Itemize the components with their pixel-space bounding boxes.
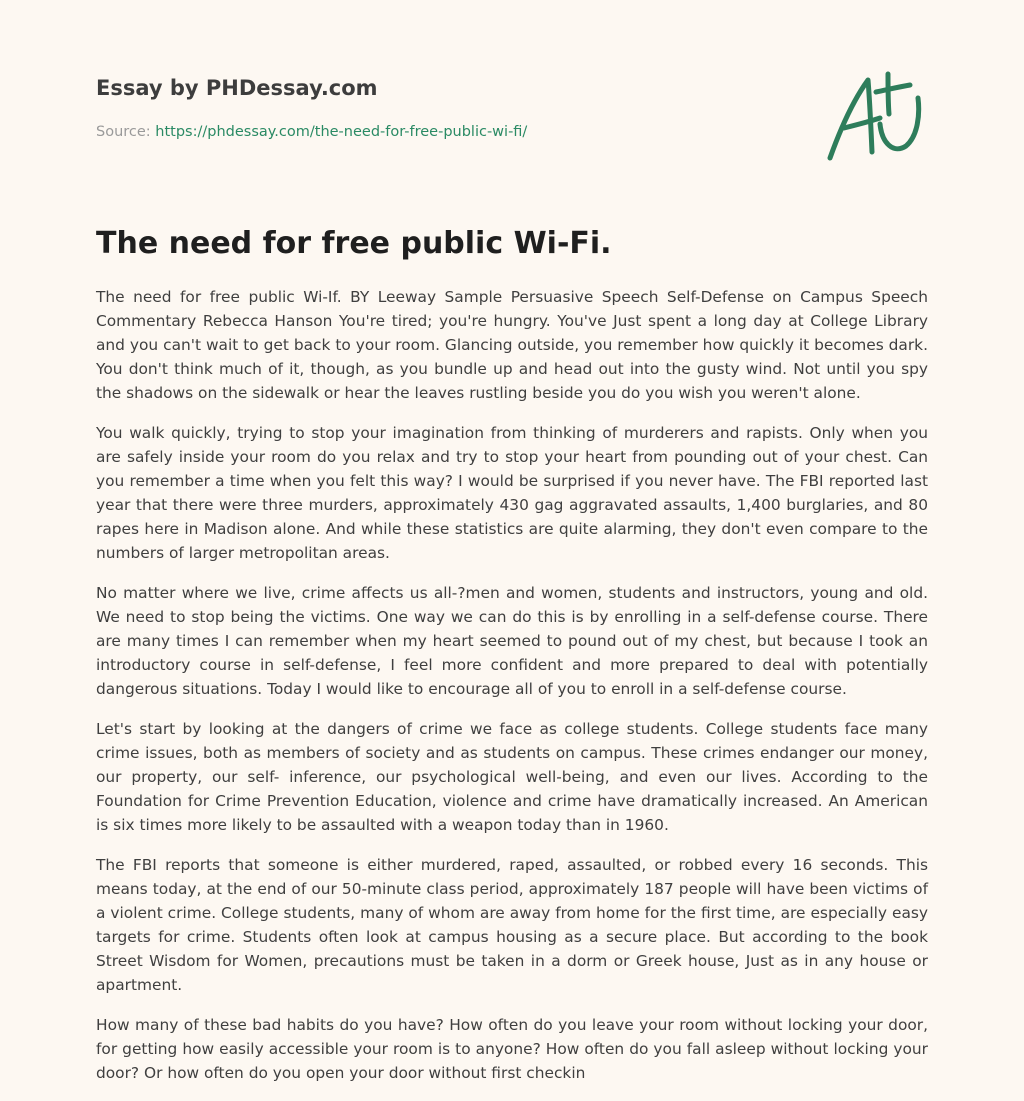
- essay-body: [96, 285, 928, 1101]
- essay-paragraph: How many of these bad habits do you have? How often do you leave your room without locking your door, for getting how easily accessible your room is to anyone? How often do you fall asleep without locking your door? Or how often do you open your door without first checkin: [96, 1016, 928, 1082]
- essay-paragraph: The need for free public Wi-If. BY Leeway Sample Persuasive Speech Self-Defense on Campus Speech Commentary Rebecca Hanson You're tired; you're hungry. You've Just spent a long day at College Library and you can't wait to get back to your room. Glancing outside, you remember how quickly it becomes dark. You don't think much of it, though, as you bundle up and head out into the gusty wind. Not until you spy the shadows on the sidewalk or hear the leaves rustling beside you do you wish you weren't alone.: [96, 288, 928, 402]
- source-line: [96, 124, 527, 140]
- a-plus-grade-icon: [822, 68, 932, 168]
- site-brand: Essay by PHDessay.com: [96, 76, 378, 100]
- source-label: Source:: [96, 124, 156, 140]
- essay-paragraph: The FBI reports that someone is either murdered, raped, assaulted, or robbed every 16 seconds. This means today, at the end of our 50-minute class period, approximately 187 people will have been victims of a violent crime. College students, many of whom are away from home for the first time, are especially easy targets for crime. Students often look at campus housing as a secure place. But according to the book Street Wisdom for Women, precautions must be taken in a dorm or Greek house, Just as in any house or apartment.: [96, 856, 928, 994]
- essay-paragraph: You walk quickly, trying to stop your imagination from thinking of murderers and rapists. Only when you are safely inside your room do you relax and try to stop your heart from pounding out of your chest. Can you remember a time when you felt this way? I would be surprised if you never have. The FBI reported last year that there were three murders, approximately 430 gag aggravated assaults, 1,400 burglaries, and 80 rapes here in Madison alone. And while these statistics are quite alarming, they don't even compare to the numbers of larger metropolitan areas.: [96, 424, 928, 562]
- source-link[interactable]: https://phdessay.com/the-need-for-free-public-wi-fi/: [155, 124, 528, 140]
- essay-title: The need for free public Wi-Fi.: [96, 226, 612, 261]
- essay-paragraph: No matter where we live, crime affects us all-?men and women, students and instructors, young and old. We need to stop being the victims. One way we can do this is by enrolling in a self-defense course. There are many times I can remember when my heart seemed to pound out of my chest, but because I took an introductory course in self-defense, I feel more confident and more prepared to deal with potentially dangerous situations. Today I would like to encourage all of you to enroll in a self-defense course.: [96, 584, 928, 698]
- essay-paragraph: Let's start by looking at the dangers of crime we face as college students. College students face many crime issues, both as members of society and as students on campus. These crimes endanger our money, our property, our self- inference, our psychological well-being, and even our lives. According to the Foundation for Crime Prevention Education, violence and crime have dramatically increased. An American is six times more likely to be assaulted with a weapon today than in 1960.: [96, 720, 928, 834]
